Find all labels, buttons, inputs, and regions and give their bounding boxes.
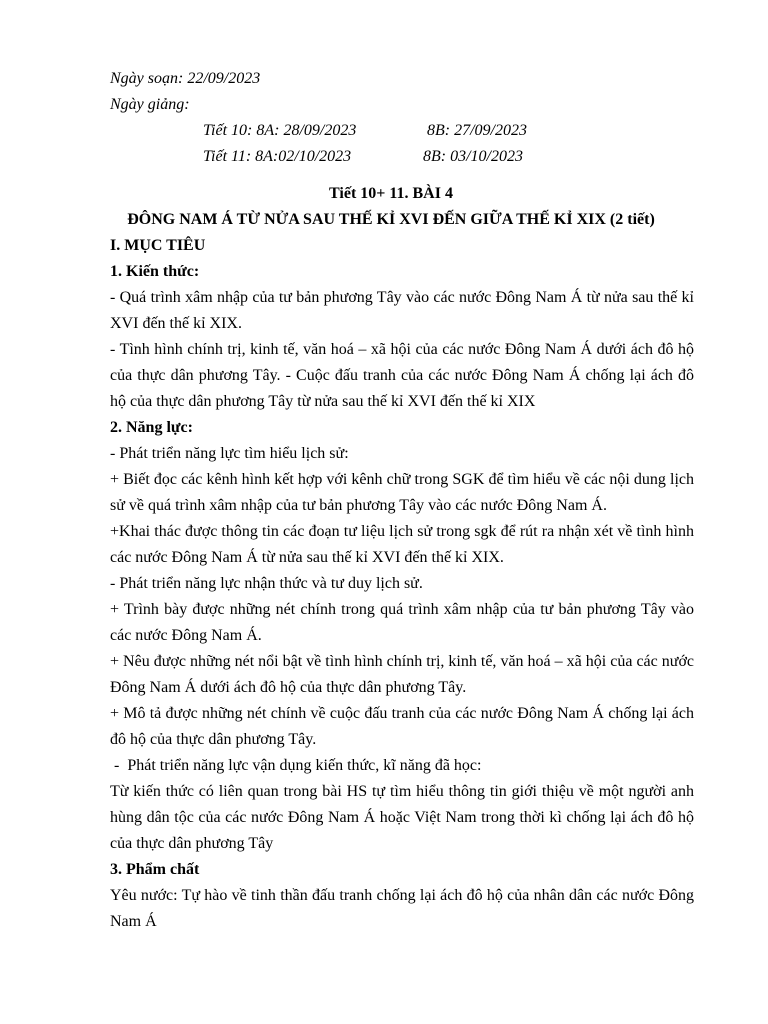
competence-item: Từ kiến thức có liên quan trong bài HS tự tìm hiểu thông tin giới thiệu về một người anh hùng dân tộc của các nước Đông Nam Á hoặc Việt Nam trong thời kì chống lại ách đô hộ của thực dân phương Tây [110, 783, 694, 852]
competence-item: + Mô tả được những nét chính về cuộc đấu tranh của các nước Đông Nam Á chống lại ách đô hộ của thực dân phương Tây. [110, 705, 694, 748]
qualities-heading: 3. Phẩm chất [110, 861, 200, 878]
section-heading-objectives: I. MỤC TIÊU [110, 237, 206, 254]
teach-date-label: Ngày giảng: [110, 96, 190, 113]
competence-item: + Biết đọc các kênh hình kết hợp với kênh chữ trong SGK để tìm hiểu về các nội dung lịch sử về quá trình xâm nhập của tư bản phương Tây vào các nước Đông Nam Á. [110, 471, 694, 514]
lesson-title: Tiết 10+ 11. BÀI 4 [329, 185, 453, 202]
competence-heading: 2. Năng lực: [110, 419, 193, 436]
schedule-other: 8B: 03/10/2023 [423, 148, 523, 165]
schedule-period: Tiết 11: 8A:02/10/2023 [203, 148, 352, 165]
competence-item: + Nêu được những nét nổi bật về tình hình chính trị, kinh tế, văn hoá – xã hội của các nước Đông Nam Á dưới ách đô hộ của thực dân phương Tây. [110, 653, 694, 696]
competence-item: + Trình bày được những nét chính trong quá trình xâm nhập của tư bản phương Tây vào các nước Đông Nam Á. [110, 601, 694, 644]
knowledge-item: - Tình hình chính trị, kinh tế, văn hoá – xã hội của các nước Đông Nam Á dưới ách đô hộ của thực dân phương Tây. - Cuộc đấu tranh của các nước Đông Nam Á chống lại ách đô hộ của thực dân phương Tây từ nửa sau thế kỉ XVI đến thế kỉ XIX [110, 341, 694, 410]
schedule-row [203, 144, 694, 170]
qualities-item: Yêu nước: Tự hào về tinh thần đấu tranh chống lại ách đô hộ của nhân dân các nước Đông Nam Á [110, 887, 694, 930]
schedule-row [203, 118, 694, 144]
prep-date: Ngày soạn: 22/09/2023 [110, 70, 261, 87]
schedule-other: 8B: 27/09/2023 [427, 122, 527, 139]
schedule-period: Tiết 10: 8A: 28/09/2023 [203, 122, 357, 139]
competence-item: - Phát triển năng lực nhận thức và tư duy lịch sử. [110, 575, 423, 592]
competence-item: - Phát triển năng lực tìm hiểu lịch sử: [110, 445, 349, 462]
knowledge-item: - Quá trình xâm nhập của tư bản phương Tây vào các nước Đông Nam Á từ nửa sau thế kỉ XVI đến thế kỉ XIX. [110, 289, 694, 332]
competence-item: +Khai thác được thông tin các đoạn tư liệu lịch sử trong sgk để rút ra nhận xét về tình hình các nước Đông Nam Á từ nửa sau thế kỉ XVI đến thế kỉ XIX. [110, 523, 694, 566]
lesson-subtitle: ĐÔNG NAM Á TỪ NỬA SAU THẾ KỈ XVI ĐẾN GIỮA THẾ KỈ XIX (2 tiết) [127, 211, 655, 228]
competence-item: - Phát triển năng lực vận dụng kiến thức, kĩ năng đã học: [110, 757, 482, 774]
knowledge-heading: 1. Kiến thức: [110, 263, 200, 280]
